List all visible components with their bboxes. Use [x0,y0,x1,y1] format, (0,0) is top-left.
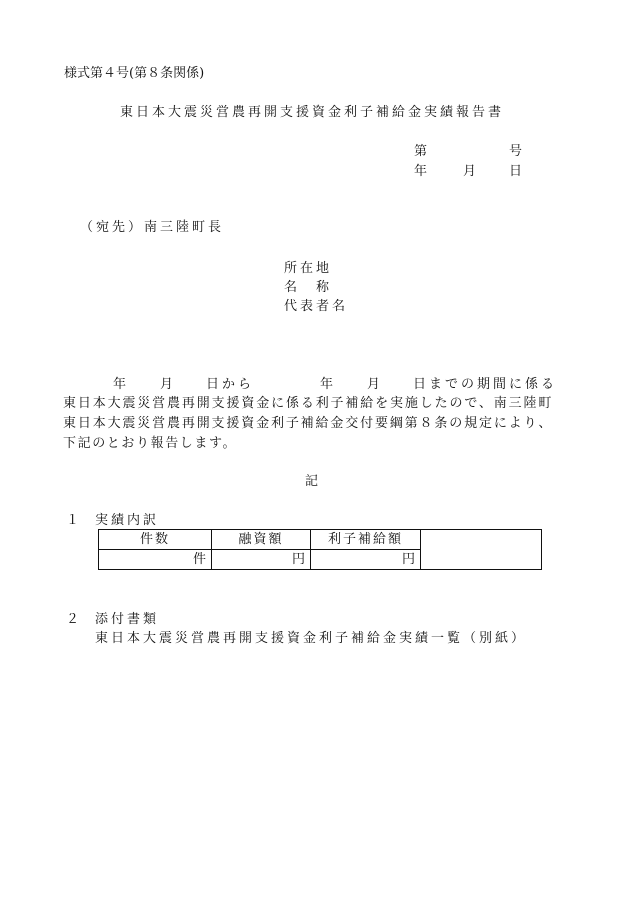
unit-loan-amount: 円 [212,550,311,570]
document-title: 東日本大震災営農再開支援資金利子補給金実績報告書 [120,105,505,120]
table-extra-cell [421,530,542,570]
section1-number: １ [66,513,80,528]
period-from: 日から [206,377,255,392]
period-until: 日までの期間に係る [413,377,558,392]
section2-heading: 添付書類 [95,612,160,627]
applicant-location: 所在地 [284,261,333,276]
unit-count: 件 [99,550,212,570]
period-year-2: 年 [320,377,334,392]
header-loan-amount: 融資額 [212,530,311,550]
table-header-row [99,530,542,550]
form-number: 様式第４号(第８条関係) [64,66,205,81]
ki-label: 記 [305,474,319,489]
results-table [98,529,542,570]
attachment-item: 東日本大震災営農再開支援資金利子補給金実績一覧（別紙） [95,631,528,646]
report-body-text: 東日本大震災営農再開支援資金に係る利子補給を実施したので、南三陸町東日本大震災営農再開支援資金利子補給金交付要綱第８条の規定により、下記のとおり報告します。 [63,396,553,451]
applicant-name: 名 称 [284,280,333,295]
section2-number: ２ [66,612,80,627]
unit-interest-subsidy: 円 [311,550,421,570]
date-year: 年 [414,164,428,179]
date-month: 月 [463,164,477,179]
number-go: 号 [509,144,523,159]
number-dai: 第 [414,144,428,159]
section1-heading: 実績内訳 [95,513,160,528]
period-month-2: 月 [367,377,381,392]
header-count: 件数 [99,530,212,550]
period-month-1: 月 [160,377,174,392]
applicant-representative: 代表者名 [284,299,349,314]
period-year-1: 年 [113,377,127,392]
header-interest-subsidy: 利子補給額 [311,530,421,550]
addressee: （宛先）南三陸町長 [80,220,225,235]
date-day: 日 [509,164,523,179]
